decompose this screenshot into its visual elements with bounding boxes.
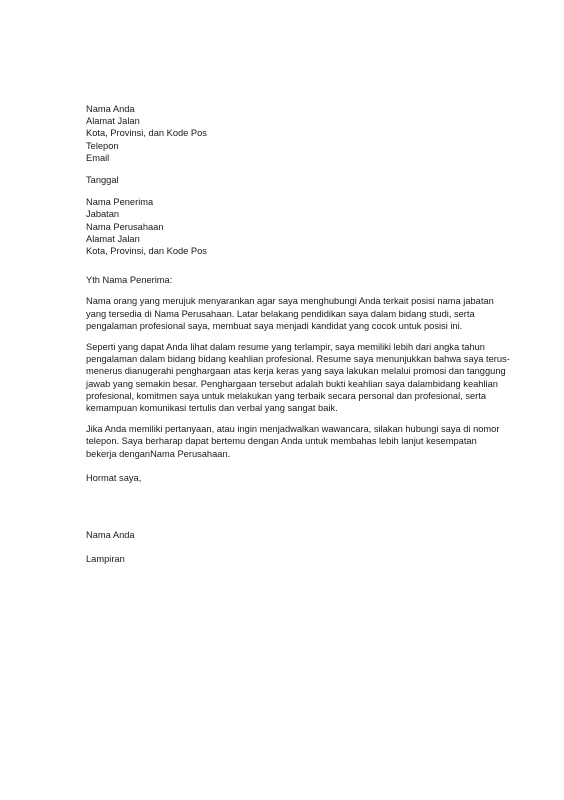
recipient-title: Jabatan [86, 209, 120, 220]
sender-email: Email [86, 152, 110, 163]
paragraph-line: Jika Anda memiliki pertanyaan, atau ingin menjadwalkan wawancara, silakan hubungi saya di nomor [86, 424, 500, 435]
paragraph-line: telepon. Saya berharap dapat bertemu dengan Anda untuk membahas lebih lanjut kesempatan [86, 436, 477, 447]
paragraph-line: yang tersedia di Nama Perusahaan. Latar belakang pendidikan saya dalam bidang studi, serta [86, 308, 475, 319]
sender-city: Kota, Provinsi, dan Kode Pos [86, 128, 207, 139]
body-paragraph-1 [86, 295, 494, 332]
closing [86, 472, 486, 484]
paragraph-line: profesional, komitmen saya untuk melakukan yang terbaik secara personal dan profesional, serta [86, 390, 486, 401]
date-text: Tanggal [86, 175, 119, 186]
sender-name: Nama Anda [86, 104, 135, 114]
letter-date [86, 174, 486, 186]
enclosure [86, 553, 486, 565]
salutation-text: Yth Nama Penerima: [86, 275, 173, 286]
body-paragraph-2 [86, 341, 510, 414]
recipient-address [86, 196, 486, 257]
paragraph-line: pengalaman dalam bidang bidang keahlian profesional. Resume saya menunjukkan bahwa saya terus- [86, 354, 510, 365]
recipient-company: Nama Perusahaan [86, 221, 164, 232]
body-paragraph-3 [86, 423, 500, 460]
signature-name: Nama Anda [86, 530, 135, 541]
paragraph-line: Seperti yang dapat Anda lihat dalam resume yang terlampir, saya memiliki lebih dari angka tahun [86, 342, 485, 353]
recipient-city: Kota, Provinsi, dan Kode Pos [86, 246, 207, 257]
paragraph-line: Nama orang yang merujuk menyarankan agar saya menghubungi Anda terkait posisi nama jabatan [86, 296, 494, 307]
sender-street: Alamat Jalan [86, 116, 140, 127]
salutation [86, 274, 486, 286]
signature [86, 529, 486, 541]
paragraph-line: jawab yang semakin besar. Penghargaan tersebut adalah bukti keahlian saya dalambidang keahlian [86, 378, 498, 389]
recipient-name: Nama Penerima [86, 197, 154, 208]
paragraph-line: pengalaman profesional saya, membuat saya menjadi kandidat yang cocok untuk posisi ini. [86, 320, 463, 331]
paragraph-line: kemampuan komunikasi tertulis dan verbal yang sangat baik. [86, 403, 338, 414]
recipient-street: Alamat Jalan [86, 233, 140, 244]
closing-text: Hormat saya, [86, 472, 142, 483]
cover-letter [86, 103, 510, 565]
sender-phone: Telepon [86, 140, 119, 151]
enclosure-text: Lampiran [86, 554, 125, 565]
paragraph-line: bekerja denganNama Perusahaan. [86, 448, 231, 459]
paragraph-line: menerus dianugerahi penghargaan atas kerja keras yang saya lakukan melalui promosi dan tanggung [86, 366, 506, 377]
sender-address [86, 103, 486, 164]
